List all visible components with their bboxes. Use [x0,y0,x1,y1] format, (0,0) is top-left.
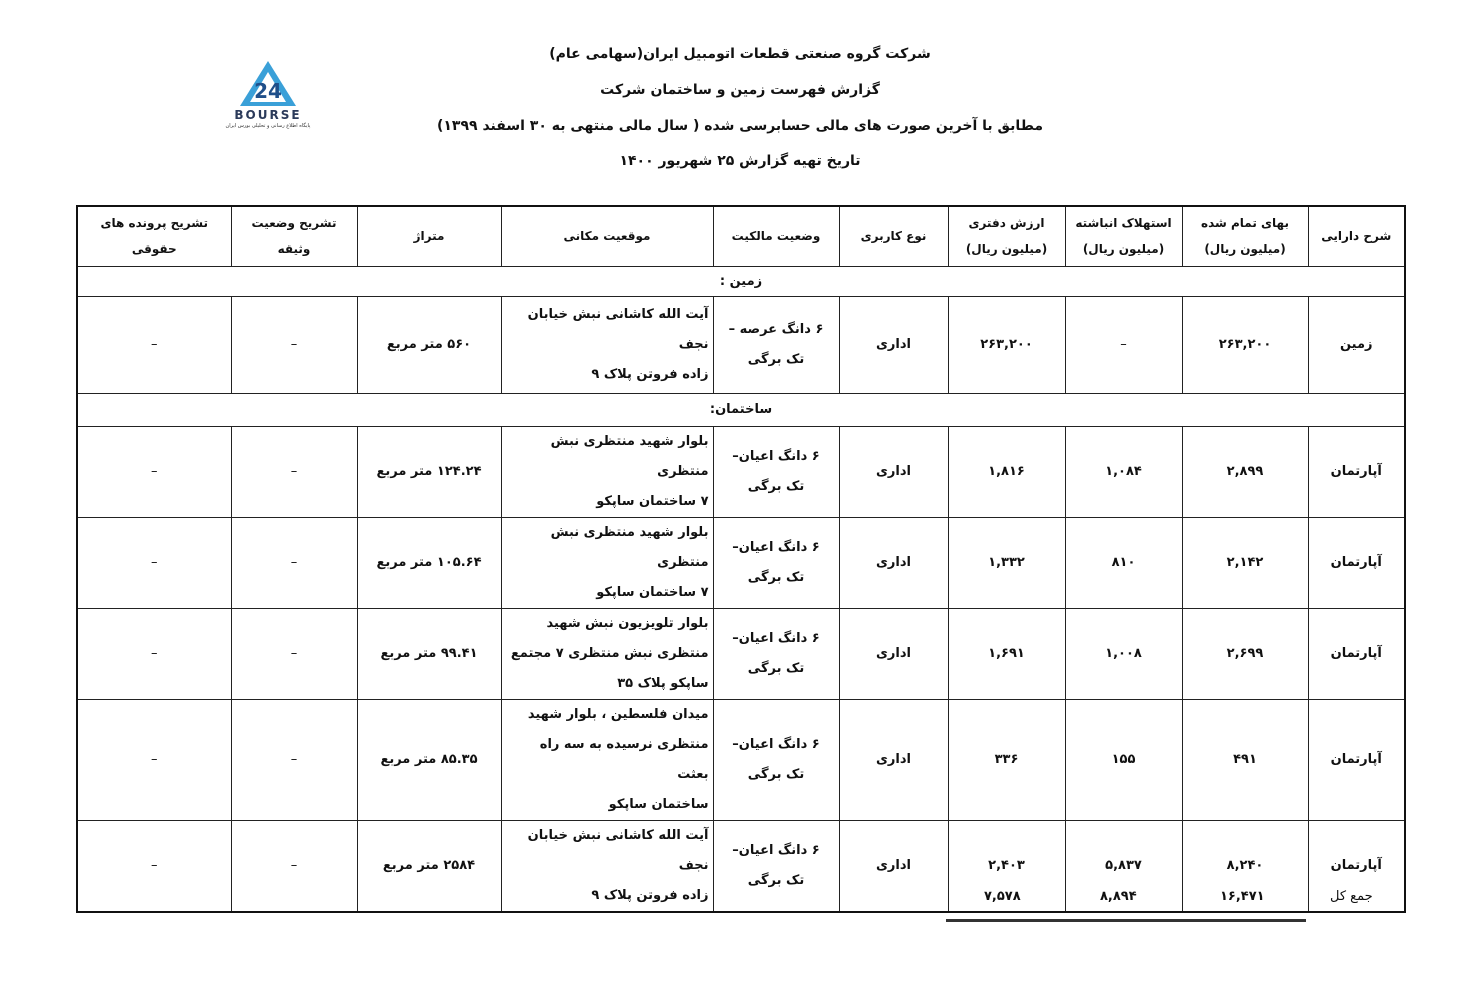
table-row [77,517,1405,608]
cell-depreciation: ۱۵۵ [1065,699,1182,820]
section-row-building [77,393,1405,426]
header-ownership: وضعیت مالکیت [713,206,839,266]
report-title: گزارش فهرست زمین و ساختمان شرکت [600,82,880,98]
cell-asset: آپارتمان [1308,517,1405,608]
cell-usage: اداری [839,296,948,393]
total-book-value: ۷,۵۷۸ [984,889,1021,904]
table-row [77,296,1405,393]
cell-location: آیت الله کاشانی نبش خیابان نجف زاده فروتن پلاک ۹ [501,820,713,912]
total-cost: ۱۶,۴۷۱ [1220,889,1265,904]
header-usage: نوع کاربری [839,206,948,266]
cell-ownership: ۶ دانگ اعیان– تک برگی [713,699,839,820]
cell-ownership: ۶ دانگ عرصه – تک برگی [713,296,839,393]
cell-ownership: ۶ دانگ اعیان– تک برگی [713,608,839,699]
section-label-land: زمین : [77,266,1405,296]
cell-cost: ۲۶۳,۲۰۰ [1182,296,1308,393]
cell-asset: آپارتمان [1308,426,1405,517]
header-legal: تشریح پرونده های حقوقی [77,206,231,266]
cell-usage: اداری [839,517,948,608]
cell-asset: زمین [1308,296,1405,393]
table-row [77,608,1405,699]
cell-depreciation: ۱,۰۰۸ [1065,608,1182,699]
cell-asset: آپارتمان [1308,820,1405,912]
cell-legal: – [77,296,231,393]
cell-cost: ۸,۲۴۰ [1182,820,1308,912]
table-header-row [77,206,1405,266]
cell-legal: – [77,608,231,699]
cell-location: بلوار شهید منتظری نبش منتظری ۷ ساختمان ساپکو [501,426,713,517]
cell-collateral: – [231,699,357,820]
section-label-building: ساختمان: [77,393,1405,426]
total-depreciation: ۸,۸۹۴ [1100,889,1137,904]
header-book-value: ارزش دفتری (میلیون ریال) [948,206,1065,266]
cell-location: بلوار تلویزیون نبش شهید منتظری نبش منتظری ۷ مجتمع ساپکو پلاک ۳۵ [501,608,713,699]
cell-depreciation: – [1065,296,1182,393]
cell-location: بلوار شهید منتظری نبش منتظری ۷ ساختمان ساپکو [501,517,713,608]
totals-underline [946,919,1306,922]
cell-depreciation: ۵,۸۳۷ [1065,820,1182,912]
header-depreciation: استهلاک انباشته (میلیون ریال) [1065,206,1182,266]
section-row-land [77,266,1405,296]
cell-cost: ۲,۶۹۹ [1182,608,1308,699]
header-cost: بهای تمام شده (میلیون ریال) [1182,206,1308,266]
totals-label: جمع کل [1330,889,1373,904]
cell-location: میدان فلسطین ، بلوار شهید منتظری نرسیده به سه راه بعثت ساختمان ساپکو [501,699,713,820]
cell-collateral: – [231,820,357,912]
cell-cost: ۲,۸۹۹ [1182,426,1308,517]
cell-depreciation: ۸۱۰ [1065,517,1182,608]
cell-legal: – [77,426,231,517]
cell-area: ۱۲۴.۲۴ متر مربع [357,426,501,517]
cell-legal: – [77,699,231,820]
cell-area: ۲۵۸۴ متر مربع [357,820,501,912]
cell-usage: اداری [839,426,948,517]
cell-asset: آپارتمان [1308,699,1405,820]
header-asset: شرح دارایی [1308,206,1405,266]
cell-legal: – [77,820,231,912]
cell-collateral: – [231,517,357,608]
table-row [77,820,1405,912]
cell-book-value: ۱,۸۱۶ [948,426,1065,517]
cell-location: آیت الله کاشانی نبش خیابان نجف زاده فروتن پلاک ۹ [501,296,713,393]
report-basis: مطابق با آخرین صورت های مالی حسابرسی شده ( سال مالی منتهی به ۳۰ اسفند ۱۳۹۹) [436,118,1043,134]
cell-ownership: ۶ دانگ اعیان– تک برگی [713,820,839,912]
cell-area: ۸۵.۳۵ متر مربع [357,699,501,820]
cell-collateral: – [231,426,357,517]
logo-name: BOURSE [234,108,302,122]
company-title: شرکت گروه صنعتی قطعات اتومبیل ایران(سهامی عام) [549,46,931,62]
cell-ownership: ۶ دانگ اعیان– تک برگی [713,426,839,517]
header-area: متراژ [357,206,501,266]
cell-asset: آپارتمان [1308,608,1405,699]
cell-cost: ۲,۱۴۲ [1182,517,1308,608]
logo-subtitle: پایگاه اطلاع رسانی و تحلیلی بورس ایران [225,123,311,129]
cell-ownership: ۶ دانگ اعیان– تک برگی [713,517,839,608]
cell-book-value: ۱,۳۳۲ [948,517,1065,608]
cell-book-value: ۳۳۶ [948,699,1065,820]
table-row [77,699,1405,820]
cell-usage: اداری [839,820,948,912]
cell-book-value: ۲۶۳,۲۰۰ [948,296,1065,393]
cell-area: ۹۹.۴۱ متر مربع [357,608,501,699]
table-row [77,426,1405,517]
cell-area: ۵۶۰ متر مربع [357,296,501,393]
cell-depreciation: ۱,۰۸۴ [1065,426,1182,517]
header-location: موقعیت مکانی [501,206,713,266]
header-collateral: تشریح وضعیت وثیقه [231,206,357,266]
cell-book-value: ۱,۶۹۱ [948,608,1065,699]
svg-text:24: 24 [254,79,282,103]
report-date: تاریخ تهیه گزارش ۲۵ شهریور ۱۴۰۰ [619,153,861,169]
cell-cost: ۴۹۱ [1182,699,1308,820]
cell-collateral: – [231,296,357,393]
assets-table [76,205,1406,913]
cell-collateral: – [231,608,357,699]
cell-area: ۱۰۵.۶۴ متر مربع [357,517,501,608]
cell-usage: اداری [839,608,948,699]
cell-usage: اداری [839,699,948,820]
cell-book-value: ۲,۴۰۳ [948,820,1065,912]
cell-legal: – [77,517,231,608]
